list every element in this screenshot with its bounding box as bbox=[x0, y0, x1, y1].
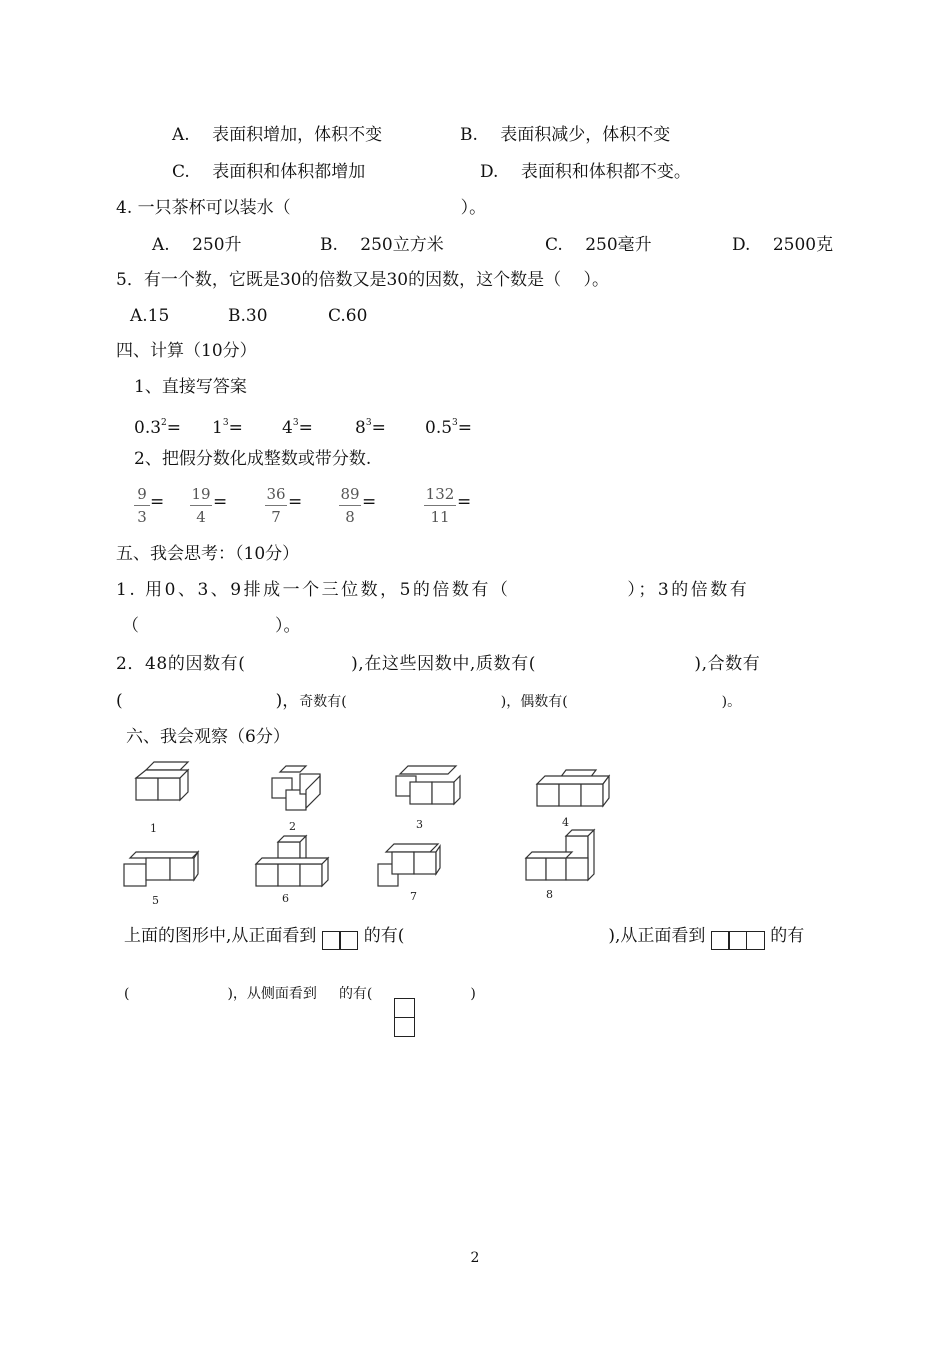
section5-q2-line2: ( )，奇数有( )，偶数有( )。 bbox=[116, 691, 742, 711]
power-item: $0.3^2=$ bbox=[134, 418, 182, 438]
fraction: 9 3 bbox=[134, 484, 150, 527]
figure-label: 2 bbox=[289, 820, 296, 833]
q4-option-d: D. 2500克 bbox=[732, 235, 834, 255]
observe-line1: 上面的图形中,从正面看到 的有( ),从正面看到 的有 bbox=[124, 925, 804, 950]
q5-option-c: C.60 bbox=[328, 306, 368, 326]
q4-option-c: C. 250毫升 bbox=[545, 235, 652, 255]
section6-title: 六、我会观察（6分） bbox=[126, 727, 290, 747]
q3-option-a: A. 表面积增加，体积不变 bbox=[172, 125, 383, 145]
section5-q2-line1: 2．48的因数有( ),在这些因数中,质数有( ),合数有 bbox=[116, 654, 761, 674]
fraction-equals: = bbox=[457, 492, 472, 512]
figure-label: 4 bbox=[562, 816, 569, 829]
q4-option-b: B. 250立方米 bbox=[320, 235, 444, 255]
q4-option-a: A. 250升 bbox=[152, 235, 242, 255]
front-view-three-squares bbox=[711, 931, 765, 950]
q5-option-b: B.30 bbox=[228, 306, 268, 326]
q4-stem: 4. 一只茶杯可以装水（ ）。 bbox=[116, 198, 487, 218]
observe-line2: ( )，从侧面看到 的有( ) bbox=[124, 986, 476, 1002]
q3-option-d: D. 表面积和体积都不变。 bbox=[480, 162, 691, 182]
power-item: $0.5^3=$ bbox=[425, 418, 473, 438]
fraction: 36 7 bbox=[266, 485, 286, 526]
fraction-equals: = bbox=[288, 492, 303, 512]
section5-q1-line1: 1. 用0、3、9排成一个三位数，5的倍数有（ ）；3的倍数有 bbox=[116, 580, 750, 600]
q3-option-c: C. 表面积和体积都增加 bbox=[172, 162, 366, 182]
q5-option-a: A.15 bbox=[130, 306, 170, 326]
power-item: $4^3=$ bbox=[282, 418, 313, 438]
cube-figures-illustration bbox=[0, 760, 950, 930]
fraction: 132 11 bbox=[425, 485, 455, 526]
section5-title: 五、我会思考：（10分） bbox=[116, 544, 300, 564]
figure-label: 5 bbox=[152, 894, 159, 907]
section4-sub1: 1、直接写答案 bbox=[134, 377, 247, 397]
section5-q1-line2: （ ）。 bbox=[122, 616, 301, 636]
section4-sub2: 2、把假分数化成整数或带分数. bbox=[134, 449, 372, 469]
figure-label: 7 bbox=[410, 890, 417, 903]
fraction-equals: = bbox=[362, 492, 377, 512]
front-view-two-squares bbox=[322, 931, 359, 950]
q5-stem: 5．有一个数，它既是30的倍数又是30的因数，这个数是（ ）。 bbox=[116, 270, 609, 290]
page-number: 2 bbox=[470, 1250, 480, 1266]
figure-label: 8 bbox=[546, 888, 553, 901]
side-view-stacked-squares bbox=[394, 998, 415, 1037]
fraction-equals: = bbox=[213, 492, 228, 512]
fraction-equals: = bbox=[150, 492, 165, 512]
fraction: 19 4 bbox=[191, 485, 211, 526]
fraction: 89 8 bbox=[340, 485, 360, 526]
section4-title: 四、计算（10分） bbox=[116, 341, 257, 361]
figure-label: 1 bbox=[150, 822, 157, 835]
power-item: $1^3=$ bbox=[212, 418, 243, 438]
q3-option-b: B. 表面积减少，体积不变 bbox=[460, 125, 671, 145]
power-item: $8^3=$ bbox=[355, 418, 386, 438]
figure-label: 3 bbox=[416, 818, 423, 831]
figure-label: 6 bbox=[282, 892, 289, 905]
